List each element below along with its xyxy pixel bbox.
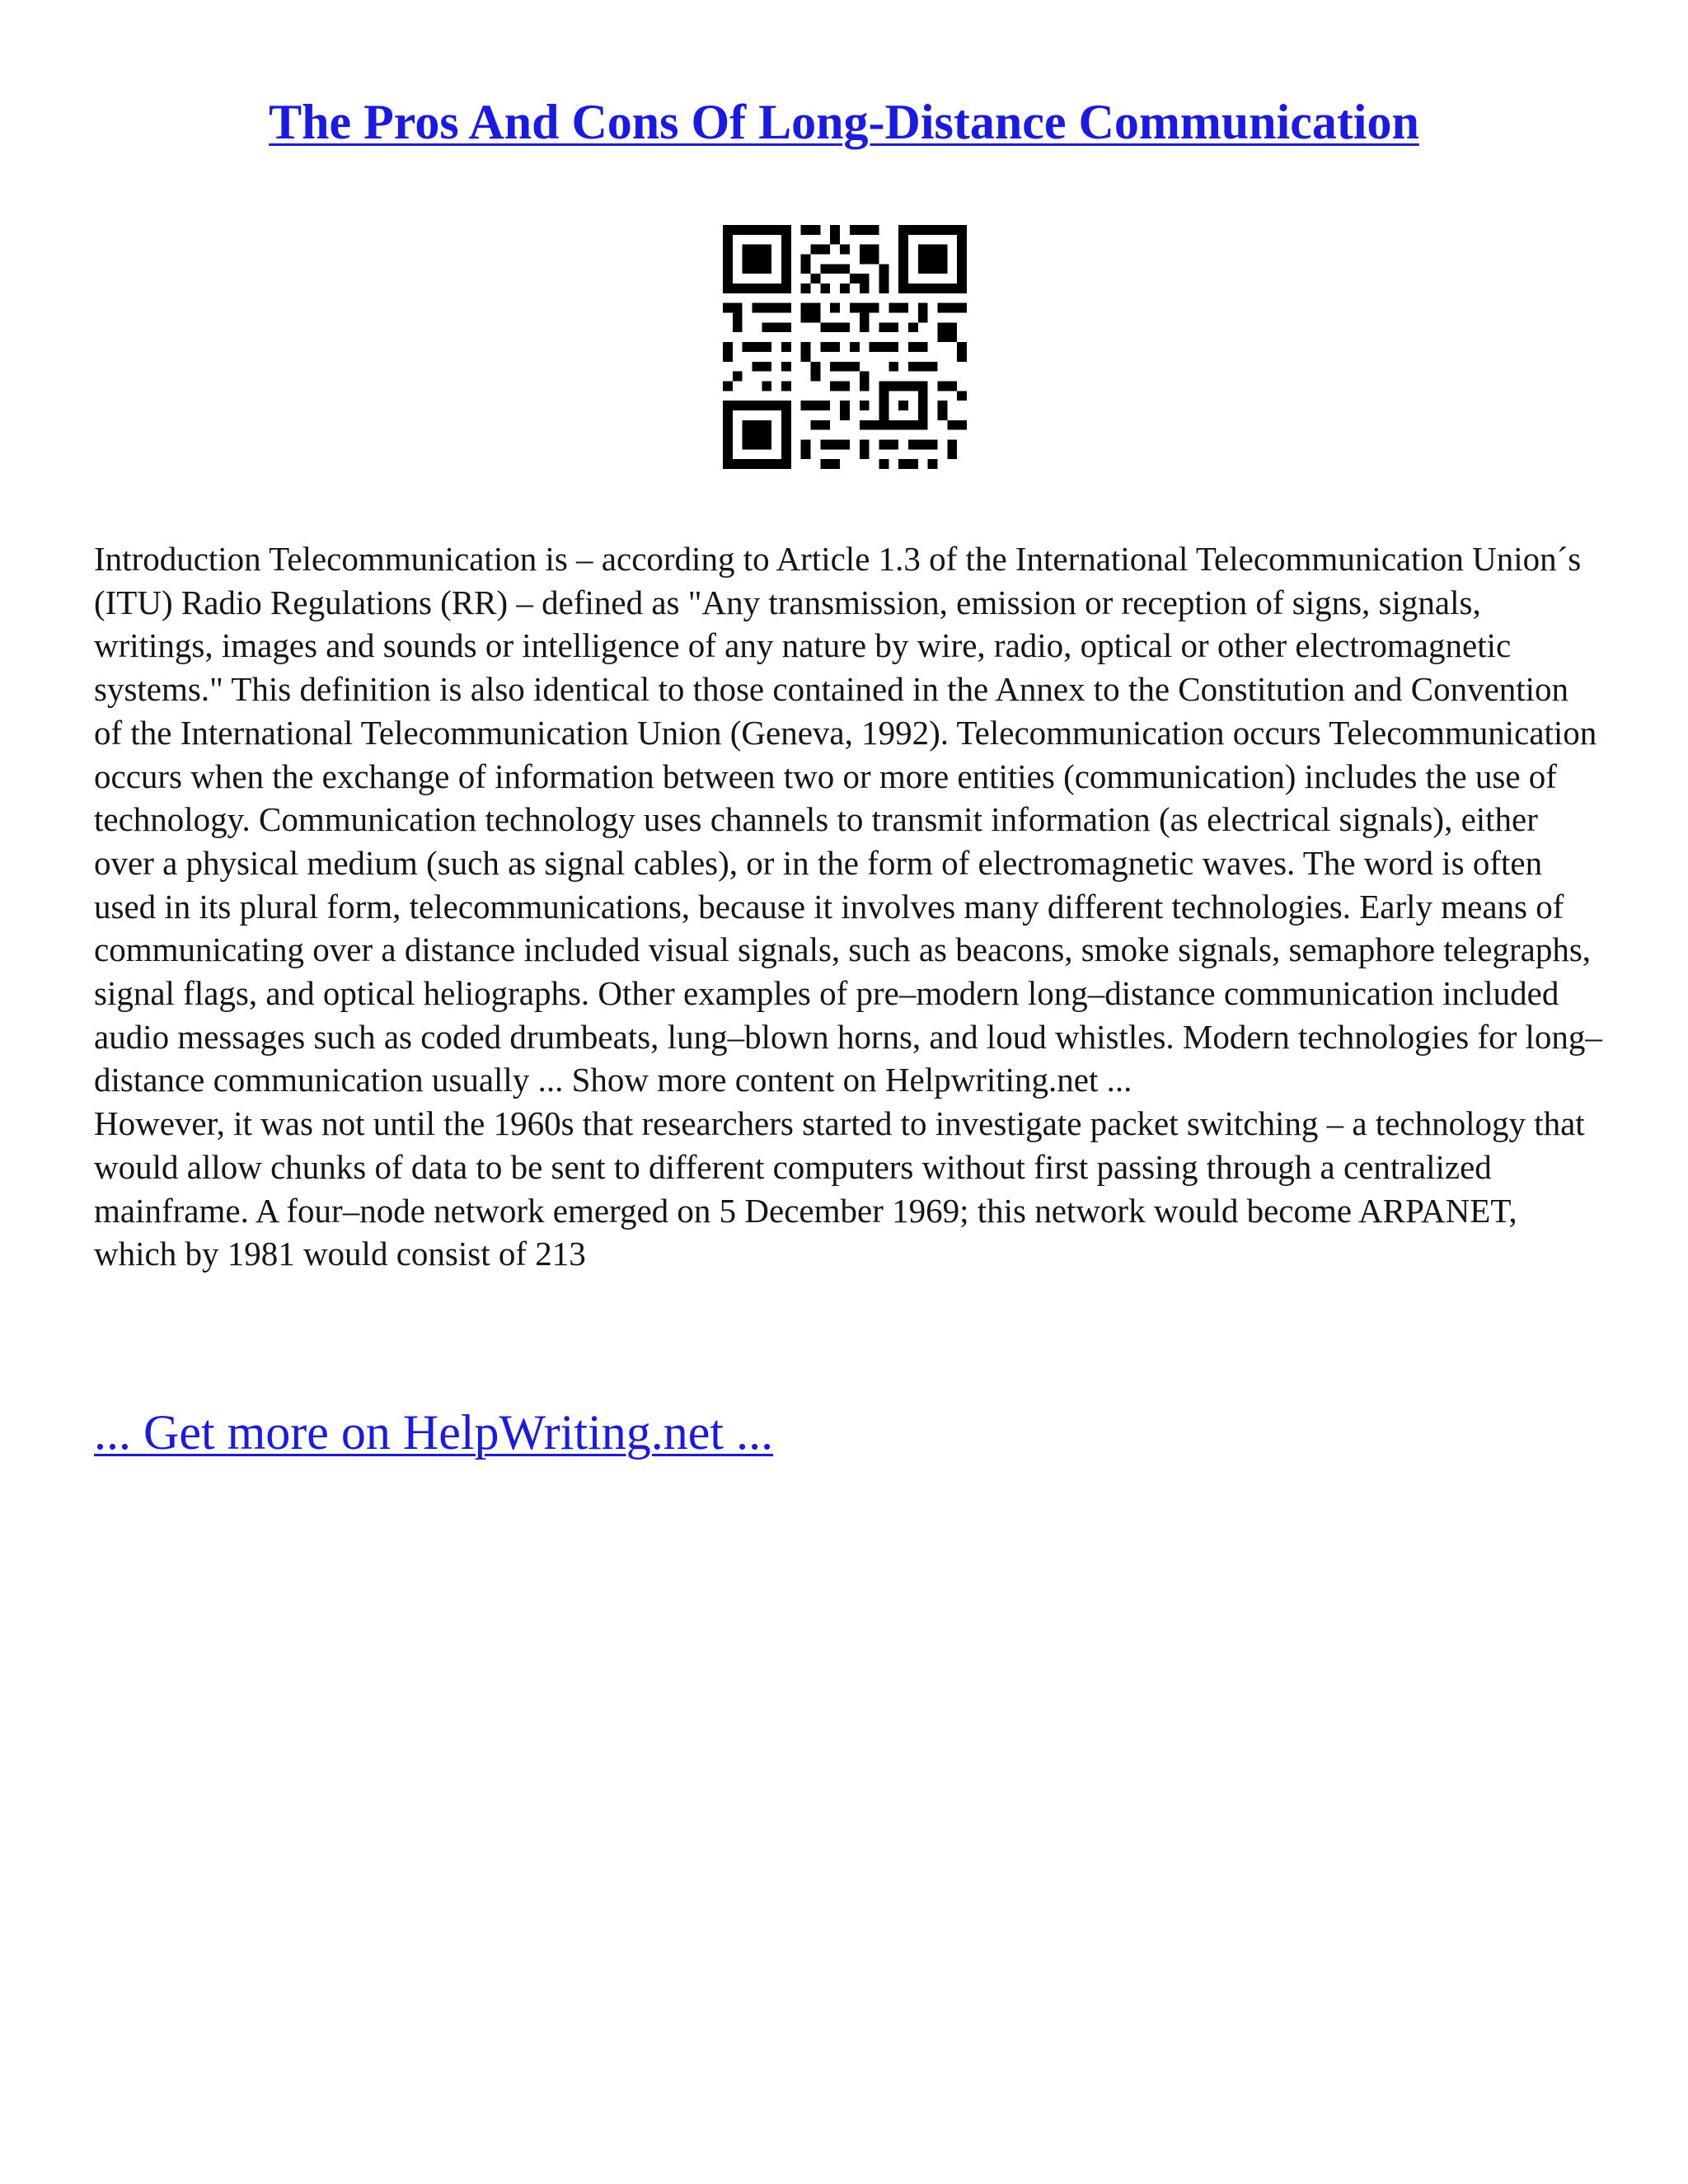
page-title xyxy=(0,89,1688,155)
paragraph-packet-switching: However, it was not until the 1960s that researchers started to investigate packet switching – a technology that would allow chunks of data to be sent to different computers without first passing through a centralized mainframe. A four–node network emerged on 5 December 1969; this network would become ARPANET, which by 1981 would consist of 213 xyxy=(94,1104,1585,1273)
article-body xyxy=(94,537,1602,1276)
title-link[interactable]: The Pros And Cons Of Long-Distance Communication xyxy=(269,95,1419,149)
get-more-link-container xyxy=(94,1401,773,1464)
paragraph-introduction: Introduction Telecommunication is – according to Article 1.3 of the International Telecommunication Union´s (ITU) Radio Regulations (RR) – defined as "Any transmission, emission or reception of signs, signals, writings, images and sounds or intelligence of any nature by wire, radio, optical or other electromagnetic systems." This definition is also identical to those contained in the Annex to the Constitution and Convention of the International Telecommunication Union (Geneva, 1992). Telecommunication occurs Telecommunication occurs when the exchange of information between two or more entities (communication) includes the use of technology. Communication technology uses channels to transmit information (as electrical signals), either over a physical medium (such as signal cables), or in the form of electromagnetic waves. The word is often used in its plural form, telecommunications, because it involves many different technologies. Early means of communicating over a distance included visual signals, such as beacons, smoke signals, semaphore telegraphs, signal flags, and optical heliographs. Other examples of pre–modern long–distance communication included audio messages such as coded drumbeats, lung–blown horns, and loud whistles. Modern technologies for long–distance communication usually ... Show more content on Helpwriting.net ... xyxy=(94,540,1602,1099)
qr-code-icon xyxy=(723,225,967,469)
get-more-link[interactable]: ... Get more on HelpWriting.net ... xyxy=(94,1405,774,1460)
